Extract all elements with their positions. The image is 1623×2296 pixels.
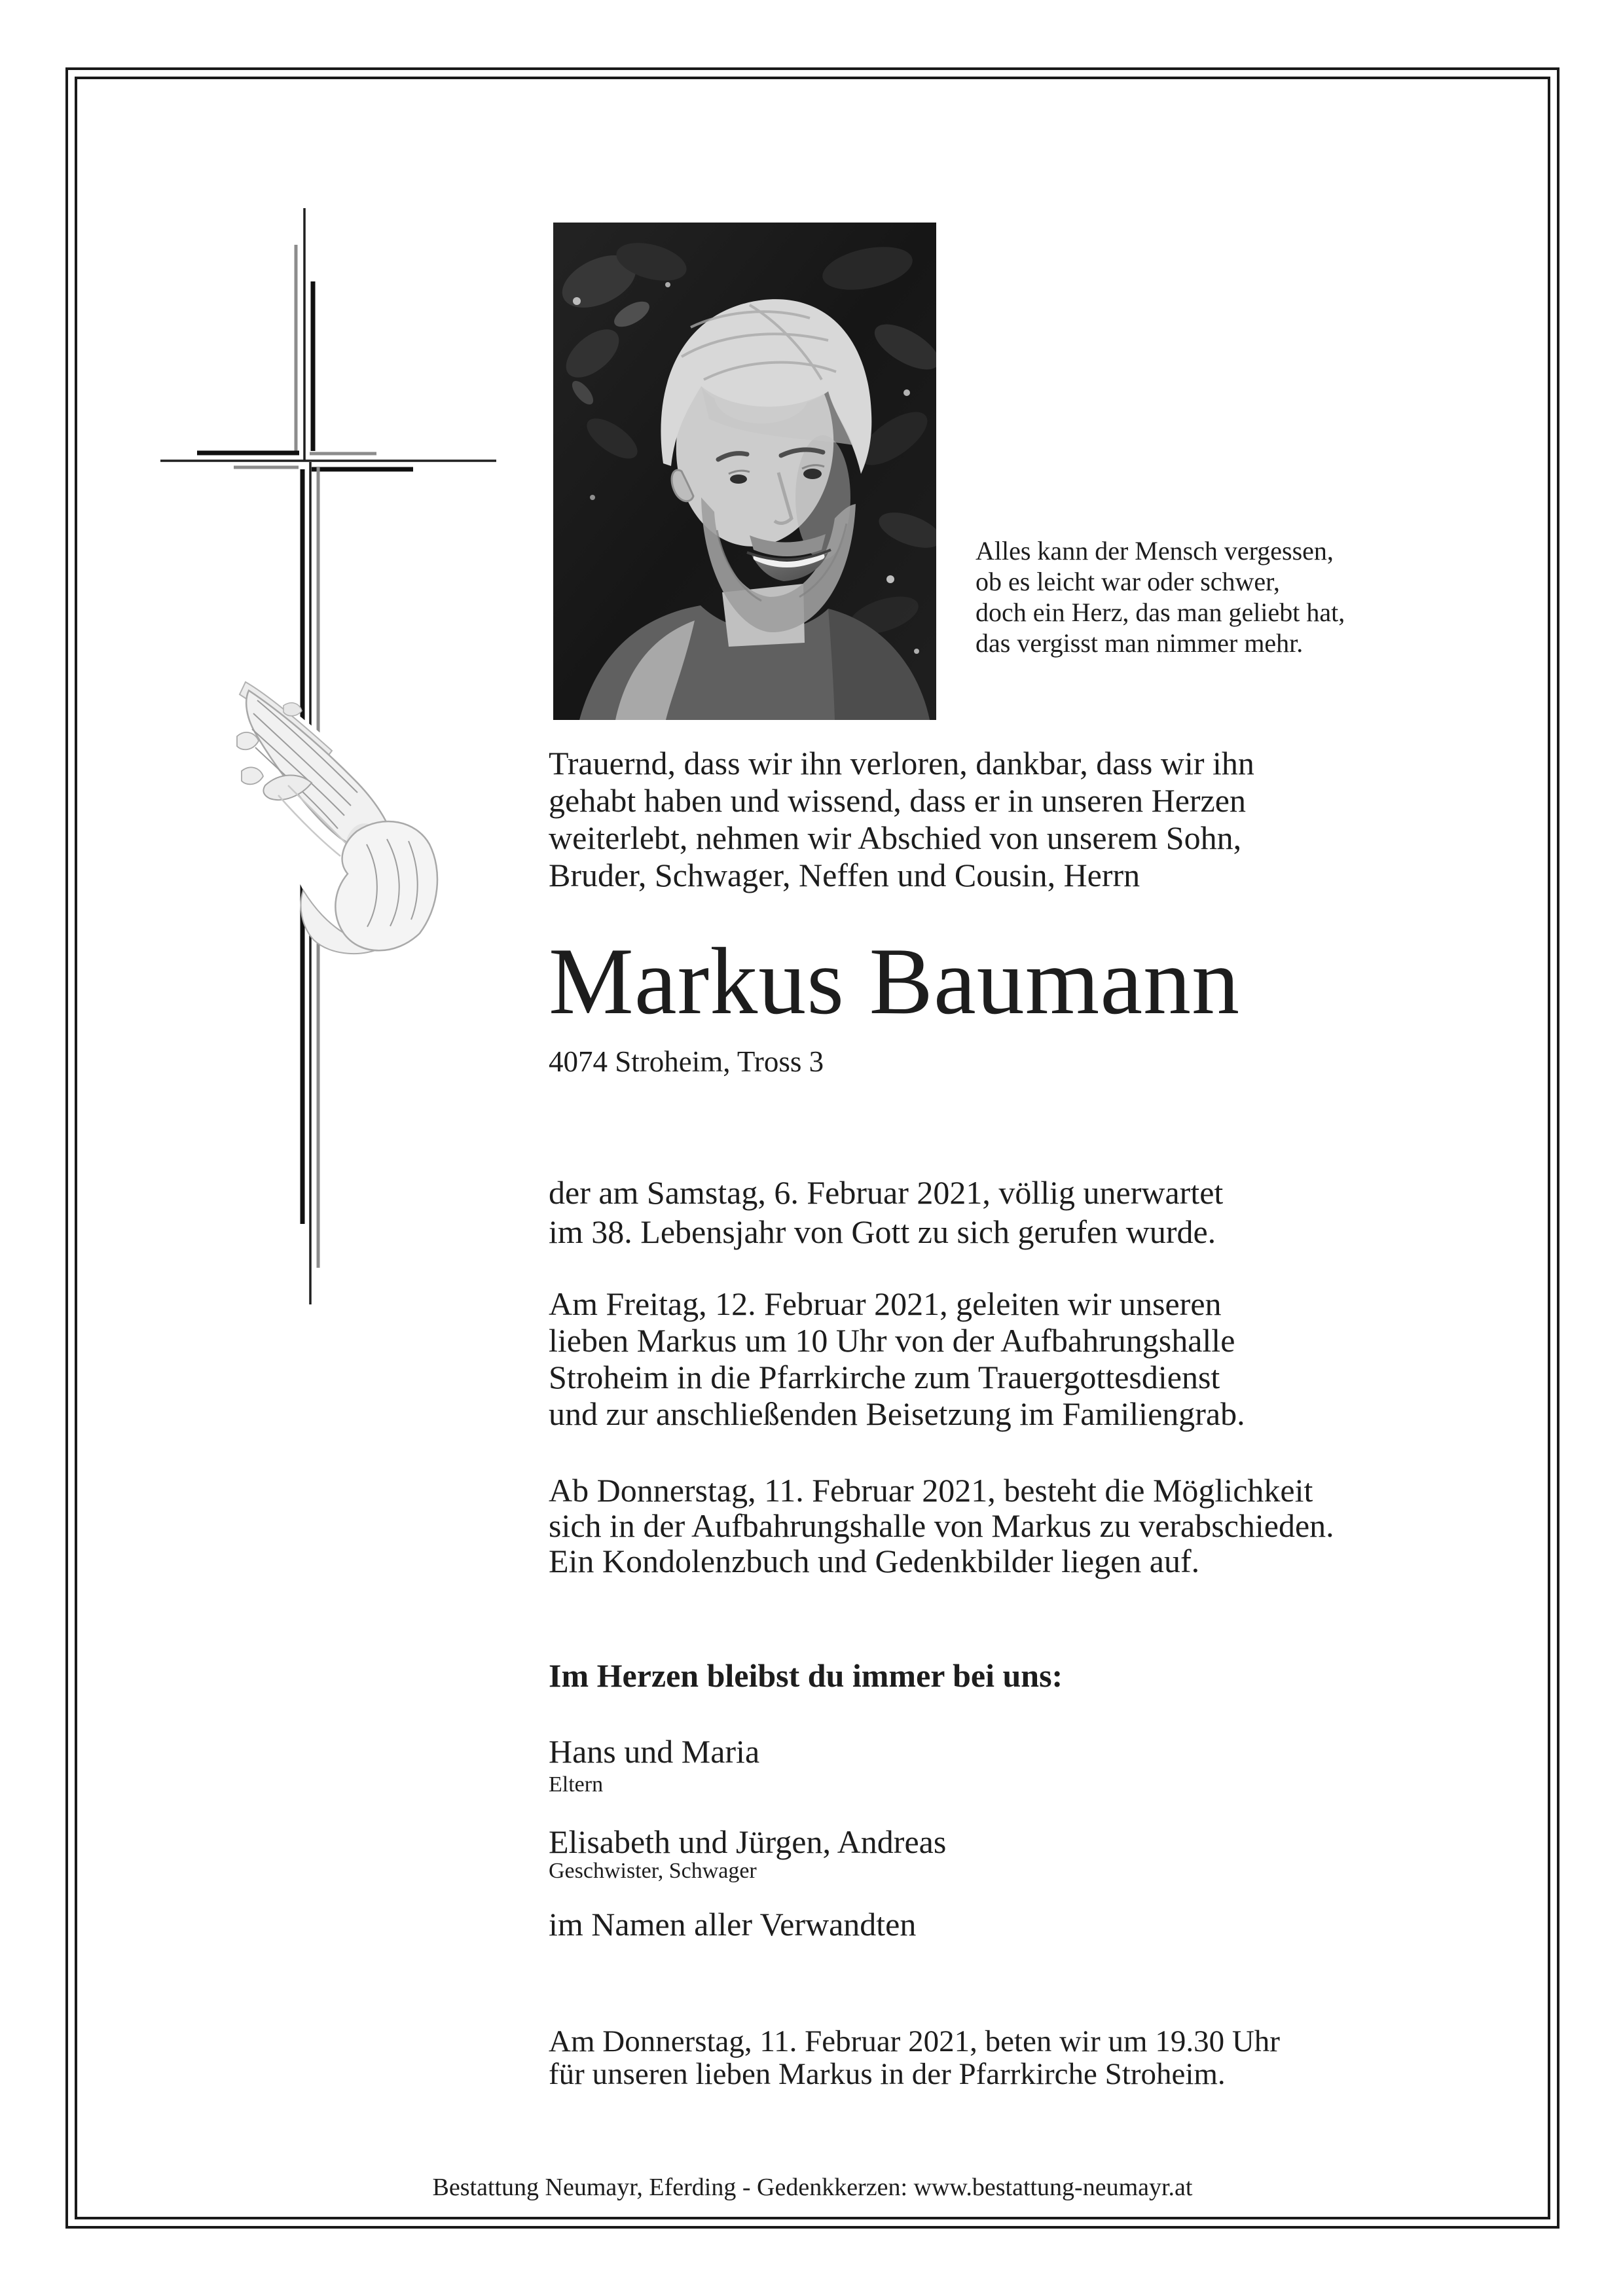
funeral-line: Stroheim in die Pfarrkirche zum Trauergottesdienst bbox=[549, 1359, 1220, 1395]
mourner-names: Hans und Maria bbox=[549, 1733, 760, 1770]
mourner-names: Elisabeth und Jürgen, Andreas bbox=[549, 1823, 947, 1860]
mourner-relation: Eltern bbox=[549, 1772, 604, 1797]
deceased-address: 4074 Stroheim, Tross 3 bbox=[549, 1045, 824, 1078]
funeral-line: und zur anschließenden Beisetzung im Familiengrab. bbox=[549, 1395, 1245, 1432]
intro-line: Trauernd, dass wir ihn verloren, dankbar, dass wir ihn bbox=[549, 745, 1254, 781]
death-notice-line: der am Samstag, 6. Februar 2021, völlig unerwartet bbox=[549, 1174, 1224, 1211]
memorial-quote bbox=[976, 535, 1345, 658]
mourners-note: im Namen aller Verwandten bbox=[549, 1906, 917, 1943]
prayer-line: Am Donnerstag, 11. Februar 2021, beten wir um 19.30 Uhr bbox=[549, 2024, 1280, 2058]
funeral-line: lieben Markus um 10 Uhr von der Aufbahrungshalle bbox=[549, 1322, 1235, 1359]
prayer-line: für unseren lieben Markus in der Pfarrkirche Stroheim. bbox=[549, 2057, 1226, 2091]
quote-line: Alles kann der Mensch vergessen, bbox=[976, 536, 1334, 565]
deceased-name: Markus Baumann bbox=[549, 928, 1241, 1034]
quote-line: ob es leicht war oder schwer, bbox=[976, 567, 1280, 596]
mourner-relation: Geschwister, Schwager bbox=[549, 1859, 757, 1883]
intro-paragraph bbox=[549, 745, 1254, 894]
intro-line: weiterlebt, nehmen wir Abschied von unserem Sohn, bbox=[549, 819, 1242, 856]
footer-text: Bestattung Neumayr, Eferding - Gedenkkerzen: www.bestattung-neumayr.at bbox=[432, 2174, 1193, 2201]
intro-line: gehabt haben und wissend, dass er in unseren Herzen bbox=[549, 782, 1246, 819]
viewing-line: Ab Donnerstag, 11. Februar 2021, besteht die Möglichkeit bbox=[549, 1472, 1313, 1509]
death-notice bbox=[549, 1173, 1223, 1251]
viewing-line: sich in der Aufbahrungshalle von Markus zu verabschieden. bbox=[549, 1507, 1334, 1544]
prayer-info bbox=[549, 2025, 1280, 2090]
viewing-info bbox=[549, 1473, 1334, 1579]
praying-hands-icon bbox=[226, 674, 442, 959]
death-notice-line: im 38. Lebensjahr von Gott zu sich gerufen wurde. bbox=[549, 1213, 1216, 1250]
funeral-info bbox=[549, 1285, 1245, 1432]
quote-line: das vergisst man nimmer mehr. bbox=[976, 628, 1304, 658]
farewell-heading: Im Herzen bleibst du immer bei uns: bbox=[549, 1657, 1063, 1694]
portrait-photo bbox=[553, 223, 936, 720]
funeral-line: Am Freitag, 12. Februar 2021, geleiten wir unseren bbox=[549, 1285, 1222, 1322]
quote-line: doch ein Herz, das man geliebt hat, bbox=[976, 598, 1345, 627]
intro-line: Bruder, Schwager, Neffen und Cousin, Herrn bbox=[549, 857, 1140, 893]
viewing-line: Ein Kondolenzbuch und Gedenkbilder liegen auf. bbox=[549, 1543, 1200, 1579]
